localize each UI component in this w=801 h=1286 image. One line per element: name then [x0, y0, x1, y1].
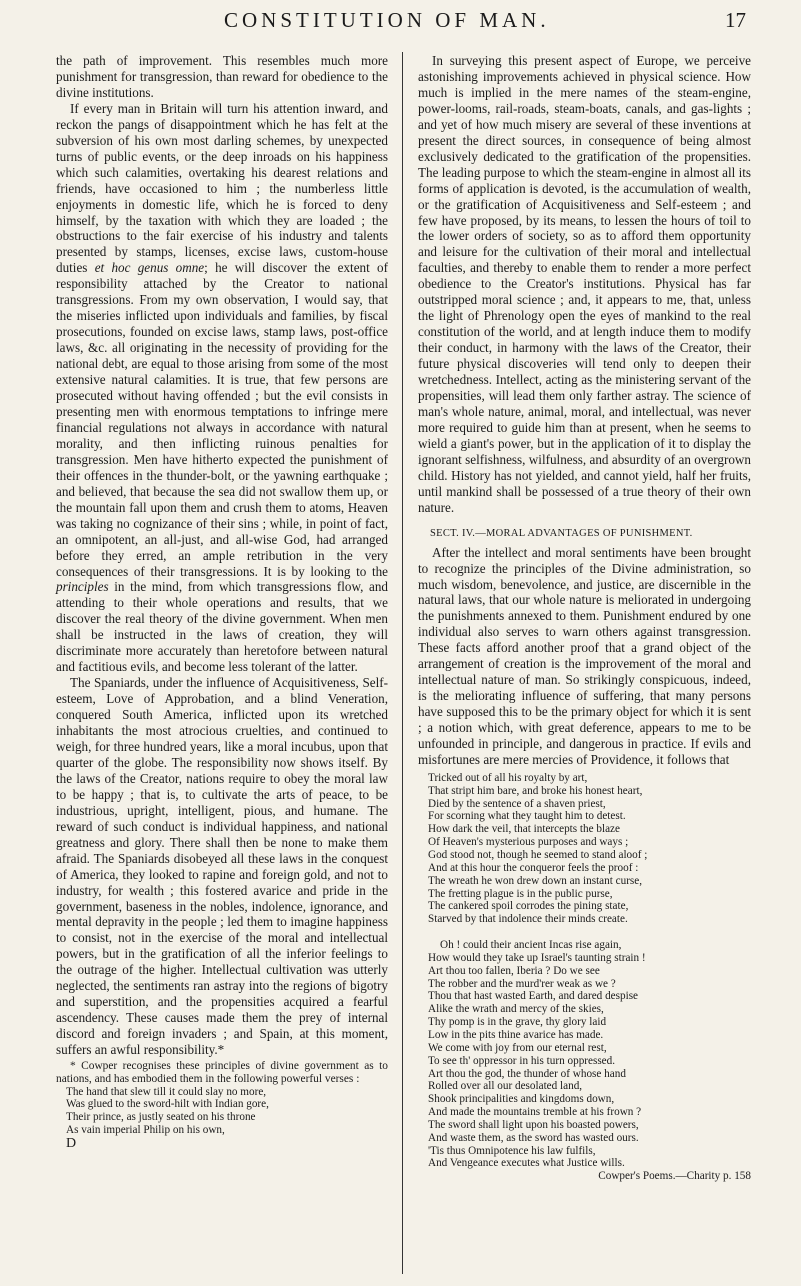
- verse-line: Thou that hast wasted Earth, and dared despise: [428, 990, 639, 1003]
- emphasis: principles: [56, 579, 109, 595]
- footnote-verse: [56, 1086, 388, 1137]
- verse-line: For scorning what they taught him to detest.: [428, 810, 626, 823]
- paragraph-text: in the mind, from which transgressions flow, and attending to their whole operations and results, that we discover the real theory of the divine government. When men shall be instructed in the laws of creation, they will discriminate more accurately than heretofore between natural and factitious evils, and become less tolerant of the latter.: [56, 579, 388, 675]
- verse-line: That stript him bare, and broke his honest heart,: [428, 784, 643, 797]
- paragraph: The Spaniards, under the influence of Acquisitiveness, Self-esteem, Love of Approbation, and a blind Veneration, conquered South America, inflicted upon its wretched inhabitants the most atrocious cruelties, and continued to weigh, for three hundred years, like a moral incubus, upon that quarter of the globe. The responsibility now shows itself. By the laws of the Creator, nations require to obey the moral law to be happy ; that is, to cultivate the arts of peace, to be industrious, upright, intelligent, pious, and humane. The reward of such conduct is individual happiness, and national greatness and glory. There shall then be none to make them afraid. The Spaniards disobeyed all these laws in the conquest of America, they looked to rapine and foreign gold, and not to industry, for wealth ; this fostered avarice and pride in the government, baseness in the nobles, indolence, ignorance, and mental depravity in the people ; led them to imagine happiness to consist, not in the exercise of the moral and intellectual powers, but in the gratification of all the inferior feelings to the outrage of the higher. Intellectual cultivation was utterly neglected, the sentiments ran astray into the regions of bigotry and superstition, and the propensities acquired a fearful ascendency. These causes made them the prey of internal discord and foreign invaders ; and Spain, at this moment, suffers an awful responsibility.*: [56, 675, 388, 1058]
- column-divider: [402, 52, 403, 1274]
- footnote: * Cowper recognises these principles of divine government as to nations, and has embodied them in the following powerful verses :: [56, 1060, 388, 1085]
- stanza-gap: [418, 926, 751, 939]
- verse-line: The hand that slew till it could slay no more,: [66, 1085, 267, 1098]
- running-head: [56, 8, 746, 34]
- verse-line: As vain imperial Philip on his own,: [66, 1124, 225, 1137]
- signature-mark: D: [66, 1136, 77, 1152]
- verse-line: Rolled over all our desolated land,: [428, 1080, 583, 1093]
- verse-line: Thy pomp is in the grave, thy glory laid: [428, 1016, 607, 1029]
- verse-line: And made the mountains tremble at his frown ?: [428, 1106, 642, 1119]
- verse-line: Tricked out of all his royalty by art,: [428, 771, 588, 784]
- verse-line: To see th' oppressor in his turn oppressed.: [428, 1054, 616, 1067]
- verse-line: The robber and the murd'rer weak as we ?: [428, 977, 616, 990]
- verse-line: And at this hour the conqueror feels the proof :: [428, 861, 639, 874]
- verse-line: Of Heaven's mysterious purposes and ways ;: [428, 836, 629, 849]
- verse-line: And Vengeance executes what Justice wills.: [428, 1157, 625, 1170]
- verse-line: Their prince, as justly seated on his throne: [66, 1111, 256, 1124]
- paragraph: In surveying this present aspect of Europe, we perceive astonishing improvements achieved in physical science. How much is implied in the mere names of the steam-engine, power-looms, rail-roads, steam-boats, canals, and gas-lights ; and yet of how much misery are several of these inventions at present the direct sources, in consequence of being almost exclusively dedicated to the gratification of the propensities. The leading purpose to which the steam-engine in almost all its forms of application is devoted, is the accumulation of wealth, or the gratification of Acquisitiveness and Self-esteem ; and few have proposed, by its means, to lessen the hours of toil to the lower orders of society, so as to afford them opportunity and leisure for the cultivation of their moral and intellectual faculties, and thereby to enable them to render a more perfect obedience to the Creator's institutions. Physical has far outstripped moral science ; and, it appears to me, that, unless the light of Phrenology open the eyes of mankind to the real constitution of the world, and at length induce them to modify their conduct, in harmony with the laws of the Creator, their future physical discoveries will tend only to deepen their wretchedness. Intellect, acting as the ministering servant of the propensities, will lead them only farther astray. The science of man's whole nature, animal, moral, and intellectual, was never more required to guide him than at present, when he seems to wield a giant's power, but in the application of it to display the ignorant selfishness, wilfulness, and absurdity of an overgrown child. History has not yielded, and cannot yield, half her fruits, until mankind shall be possessed of a true theory of their own nature.: [418, 53, 751, 515]
- latin-phrase: et hoc genus omne: [94, 260, 205, 276]
- verse-line: The sword shall light upon his boasted powers,: [428, 1118, 639, 1131]
- footnote-verse-continued: [418, 772, 751, 1170]
- left-column: [56, 53, 388, 1151]
- section-heading: SECT. IV.—MORAL ADVANTAGES OF PUNISHMENT.: [430, 527, 693, 539]
- verse-line: How dark the veil, that intercepts the blaze: [428, 823, 620, 836]
- paragraph: [56, 101, 388, 675]
- verse-line: God stood not, though he seemed to stand aloof ;: [428, 849, 648, 861]
- verse-line: Starved by that indolence their minds create.: [428, 913, 628, 926]
- verse-line: Died by the sentence of a shaven priest,: [428, 797, 606, 810]
- page-number: 17: [725, 8, 746, 32]
- verse-line: Was glued to the sword-hilt with Indian gore,: [66, 1098, 269, 1111]
- verse-line: Art thou the god, the thunder of whose hand: [428, 1067, 626, 1080]
- verse-line: Alike the wrath and mercy of the skies,: [428, 1003, 604, 1016]
- running-title: CONSTITUTION OF MAN.: [224, 8, 550, 32]
- paragraph: After the intellect and moral sentiments have been brought to recognize the principles of the Divine administration, so much wisdom, benevolence, and justice, are discernible in the natural laws, that our whole nature is meliorated in undergoing the punishments annexed to them. Punishment endured by one individual also serves to warn others against transgression. These facts afford another proof that a grand object of the arrangement of creation is the improvement of the moral and intellectual nature of man. So strikingly conspicuous, indeed, is the meliorating influence of suffering, that many persons have supposed this to be the primary object for which it is sent ; a notion which, with great deference, appears to me to be unfounded in principle, and dangerous in practice. If evils and misfortunes are mere mercies of Providence, it follows that: [418, 544, 751, 767]
- verse-line: The cankered spoil corrodes the pining state,: [428, 900, 629, 913]
- verse-line: Shook principalities and kingdoms down,: [428, 1093, 615, 1106]
- verse-line: The fretting plague is in the public purse,: [428, 887, 613, 900]
- verse-line: We come with joy from our eternal rest,: [428, 1041, 607, 1054]
- paragraph-text: If every man in Britain will turn his attention inward, and reckon the pangs of disappointment which he has felt at the subversion of his own most darling schemes, by unexpected turns of public events, or the deep inroads on his happiness which such calamities, overtaking his dearest relations and friends, have occasioned to him ; the numberless little enjoyments in domestic life, which he is forced to deny himself, by the taxation with which they are loaded ; the obstructions to the fair exercise of his industry and talents presented by stamps, licenses, excise laws, custom-house duties: [56, 100, 388, 276]
- verse-line: The wreath he won drew down an instant curse,: [428, 874, 643, 887]
- verse-line: Low in the pits thine avarice has made.: [428, 1028, 604, 1041]
- verse-attribution: Cowper's Poems.—Charity p. 158: [598, 1170, 751, 1183]
- paragraph-text: ; he will discover the extent of responsibility attached by the Creator to national transgressions. From my own observation, I would say, that the miseries inflicted upon individuals and families, by fiscal prosecutions, founded on excise laws, stamp laws, post-office laws, &c. all originating in the necessity of providing for the national debt, are equal to those arising from some of the most extensive natural calamities. It is true, that few persons are prosecuted without having offended ; but the evil consists in presenting men with enormous temptations to infringe mere financial regulations not always in accordance with natural morality, and then inflicting ruinous penalties for transgression. Men have hitherto expected the punishment of their offences in the thunder-bolt, or the yawning earthquake ; and believed, that because the sea did not swallow them up, or the mountain fall upon them and crush them to atoms, Heaven was taking no cognizance of their sins ; while, in point of fact, an omnipotent, an all-just, and all-wise God, had arranged before they erred, an ample retribution in the very consequences of their transgressions. It is by looking to the: [56, 260, 388, 579]
- verse-line: Oh ! could their ancient Incas rise again,: [440, 939, 622, 952]
- verse-line: 'Tis thus Omnipotence his law fulfils,: [428, 1144, 596, 1157]
- paragraph: the path of improvement. This resembles much more punishment for transgression, than reward for obedience to the divine institutions.: [56, 53, 388, 100]
- verse-line: And waste them, as the sword has wasted ours.: [428, 1131, 639, 1144]
- verse-line: Art thou too fallen, Iberia ? Do we see: [428, 964, 600, 977]
- verse-line: How would they take up Israel's taunting strain !: [428, 951, 646, 964]
- right-column: [418, 53, 751, 1183]
